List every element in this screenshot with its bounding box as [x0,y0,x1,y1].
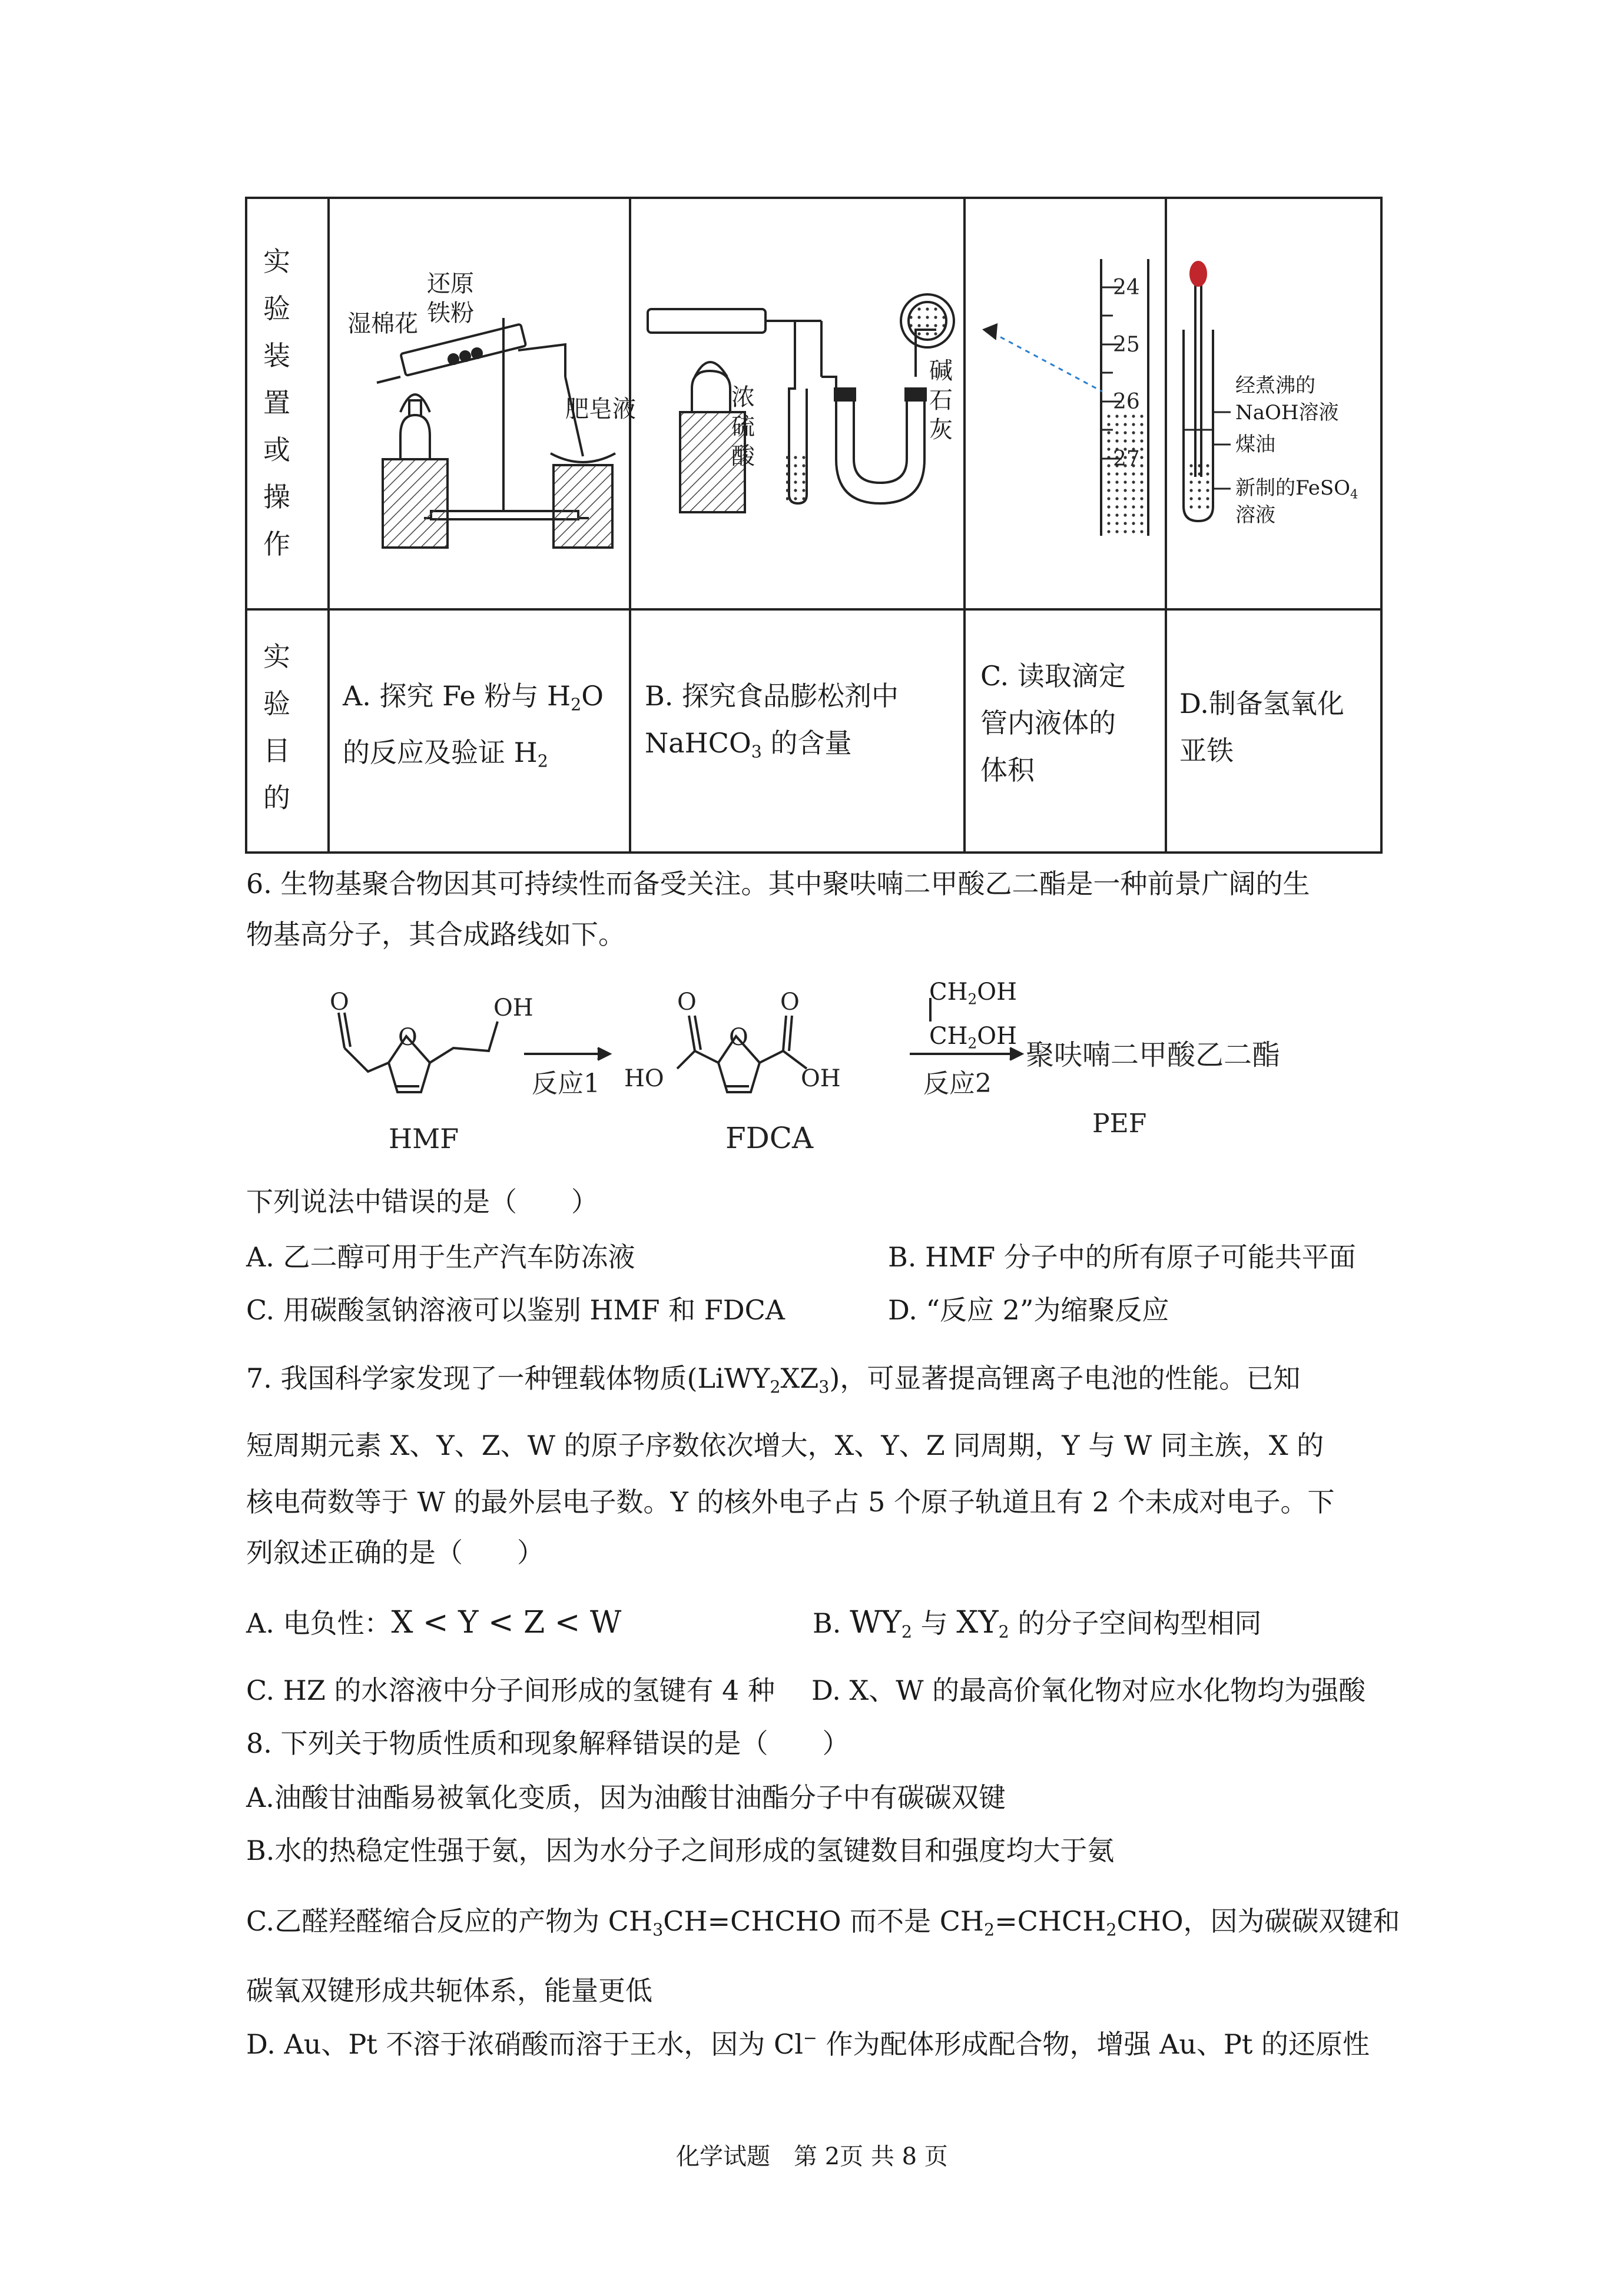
sub: 2 [537,751,548,771]
row-header-char: 操 [263,481,290,513]
label-iron-line2: 铁粉 [427,300,474,327]
purpose-b-line2 [645,719,899,776]
purpose-b-line1: B. 探究食品膨松剂中 [645,680,899,712]
reaction2-label: 反应2 [923,1069,992,1099]
text: B. [813,1607,850,1639]
formula: LiWY [697,1362,770,1394]
purpose-d-line2: 亚铁 [1179,735,1234,767]
formula: XZ [780,1362,819,1394]
text: O [581,680,604,712]
synthesis-scheme [0,966,1624,1166]
fdca-o-left: O [677,989,697,1016]
sub: 2 [770,1377,781,1397]
apparatus-d-drawing [1184,262,1231,521]
apparatus-a-drawing [377,318,615,548]
q6-line2: 物基高分子，其合成路线如下。 [246,918,625,950]
fdca-o-right: O [780,989,800,1016]
q8-option-c-line2: 碳氧双键形成共轭体系，能量更低 [246,1975,652,2007]
q7-line2: 短周期元素 X、Y、Z、W 的原子序数依次增大，X、Y、Z 同周期，Y 与 W 同主族，X 的 [246,1430,1324,1461]
burette-tick-25: 25 [1113,333,1140,357]
soda-lime-char: 碱 [929,357,953,384]
acid-char: 浓 [731,384,755,411]
row-header-char: 的 [263,782,290,814]
q6-option-b: B. HMF 分子中的所有原子可能共平面 [888,1241,1356,1273]
row-header-char: 验 [263,688,290,719]
row-header-char: 实 [263,246,290,277]
purpose-c-line2: 管内液体的 [980,707,1116,739]
sup: − [803,2028,817,2048]
sub: 3 [818,1377,830,1397]
text: 的分子空间构型相同 [1009,1607,1262,1639]
hmf-oh: OH [493,994,533,1022]
row-header-char: 目 [263,735,290,767]
label-soap: 肥皂液 [565,396,636,423]
fdca-ring-o: O [729,1024,748,1051]
label-naoh-line1: 经煮沸的 [1235,374,1315,397]
q6-option-d: D. “反应 2”为缩聚反应 [888,1294,1169,1326]
sub: 3 [652,1920,664,1940]
row-header-char: 置 [263,387,290,419]
q7-line3: 核电荷数等于 W 的最外层电子数。Y 的核外电子占 5 个原子轨道且有 2 个未成对电子。下 [246,1486,1335,1518]
q6-line1: 6. 生物基聚合物因其可持续性而备受关注。其中聚呋喃二甲酸乙二酯是一种前景广阔的生 [246,868,1310,900]
text: D. Au、Pt 不溶于浓硝酸而溶于王水，因为 Cl [246,2028,803,2061]
acid-char: 酸 [731,443,755,470]
text: CHO，因为碳碳双键和 [1116,1905,1400,1937]
label-feso4-line2: 溶液 [1235,503,1275,527]
fdca-oh: OH [801,1065,841,1092]
math: X < Y < Z < W [391,1605,622,1640]
purpose-d [1179,680,1344,774]
row-header-char: 装 [263,340,290,372]
text: 的含量 [761,727,852,759]
q8-option-a: A.油酸甘油酯易被氧化变质，因为油酸甘油酯分子中有碳碳双键 [246,1782,1006,1813]
q8-option-b: B.水的热稳定性强于氨，因为水分子之间形成的氢键数目和强度均大于氨 [246,1835,1115,1866]
text: OH [977,979,1017,1006]
text: 的反应及验证 H [343,736,538,768]
label-kerosene: 煤油 [1235,433,1275,456]
fdca-label: FDCA [725,1121,814,1155]
text: 7. 我国科学家发现了一种锂载体物质( [246,1362,698,1394]
acid-char: 硫 [731,413,755,440]
q8-option-c-line1 [246,1905,1400,1940]
burette-tick-27: 27 [1113,447,1140,471]
reagent-ch2oh-bottom [929,1024,1017,1051]
sub: 2 [571,695,582,715]
row-header-char: 实 [263,641,290,672]
q7-option-d: D. X、W 的最高价氧化物对应水化物均为强酸 [811,1674,1366,1706]
q8-stem: 8. 下列关于物质性质和现象解释错误的是（ ） [246,1727,850,1759]
label-naoh-line2: NaOH溶液 [1235,401,1339,424]
sub: 2 [1106,1920,1117,1940]
text: )，可显著提高锂离子电池的性能。已知 [829,1362,1301,1394]
feso4-sub: 4 [1350,486,1358,502]
row-header-char: 验 [263,293,290,324]
purpose-d-line1: D.制备氢氧化 [1179,688,1344,719]
q7-line1 [246,1362,1301,1397]
sub: 2 [901,1622,912,1642]
q7-option-c: C. HZ 的水溶液中分子间形成的氢键有 4 种 [246,1674,775,1706]
q6-stem: 下列说法中错误的是（ ） [246,1186,598,1218]
purpose-c-line1: C. 读取滴定 [980,660,1126,692]
text: 作为配体形成配合物，增强 Au、Pt 的还原性 [817,2028,1370,2061]
row-header-purpose [259,633,294,821]
text: CH [929,1023,968,1050]
text: CH [929,979,968,1006]
pef-product: 聚呋喃二甲酸乙二酯 [1026,1039,1281,1072]
label-conc-sulfuric-acid [731,383,755,471]
q6-option-c: C. 用碳酸氢钠溶液可以鉴别 HMF 和 FDCA [246,1294,786,1326]
q6-option-a: A. 乙二醇可用于生产汽车防冻液 [246,1241,635,1273]
formula: XY [956,1605,999,1640]
soda-lime-char: 石 [929,387,953,414]
text: A. 电负性： [246,1607,392,1639]
label-soda-lime [929,356,953,445]
soda-lime-char: 灰 [929,416,953,443]
text: CH=CHCHO 而不是 CH [663,1905,985,1937]
text: C.乙醛羟醛缩合反应的产物为 CH [246,1905,653,1937]
text: 与 [912,1607,957,1639]
purpose-a-line1 [343,672,604,729]
formula: WY [850,1605,902,1640]
purpose-c [980,652,1126,794]
text: A. 探究 Fe 粉与 H [343,680,571,712]
text: =CHCH [995,1905,1106,1937]
purpose-a [343,672,604,785]
burette-tick-26: 26 [1113,390,1140,414]
sub: 2 [967,990,977,1008]
label-wet-cotton: 湿棉花 [347,310,418,337]
label-feso4-line1 [1235,478,1358,500]
reagent-ch2oh-top [929,980,1017,1007]
hmf-aldehyde-o: O [330,989,349,1016]
purpose-a-line2 [343,729,604,785]
pef-label: PEF [1092,1109,1147,1139]
sub: 2 [998,1622,1009,1642]
text: NaHCO [645,727,751,759]
hmf-label: HMF [389,1123,459,1155]
page-footer: 化学试题 第 2页 共 8 页 [676,2143,948,2170]
q7-option-b [813,1607,1261,1641]
sub: 2 [984,1920,995,1940]
text: OH [977,1023,1017,1050]
sub: 3 [751,742,762,762]
apparatus-b-drawing [648,294,954,512]
label-iron-line1: 还原 [427,270,474,297]
sub: 2 [967,1034,977,1052]
row-header-char: 或 [263,434,290,466]
row-header-apparatus [259,238,294,568]
q7-line4: 列叙述正确的是（ ） [246,1537,544,1568]
q8-option-d [246,2028,1370,2061]
burette-tick-24: 24 [1113,276,1140,300]
row-header-char: 作 [263,528,290,560]
purpose-c-line3: 体积 [980,754,1035,786]
reaction1-label: 反应1 [532,1069,600,1099]
purpose-b [645,672,899,776]
hmf-ring-o: O [398,1024,417,1051]
fdca-ho: HO [624,1065,664,1092]
q7-option-a [246,1607,621,1638]
feso4-text: 新制的FeSO [1235,476,1351,500]
